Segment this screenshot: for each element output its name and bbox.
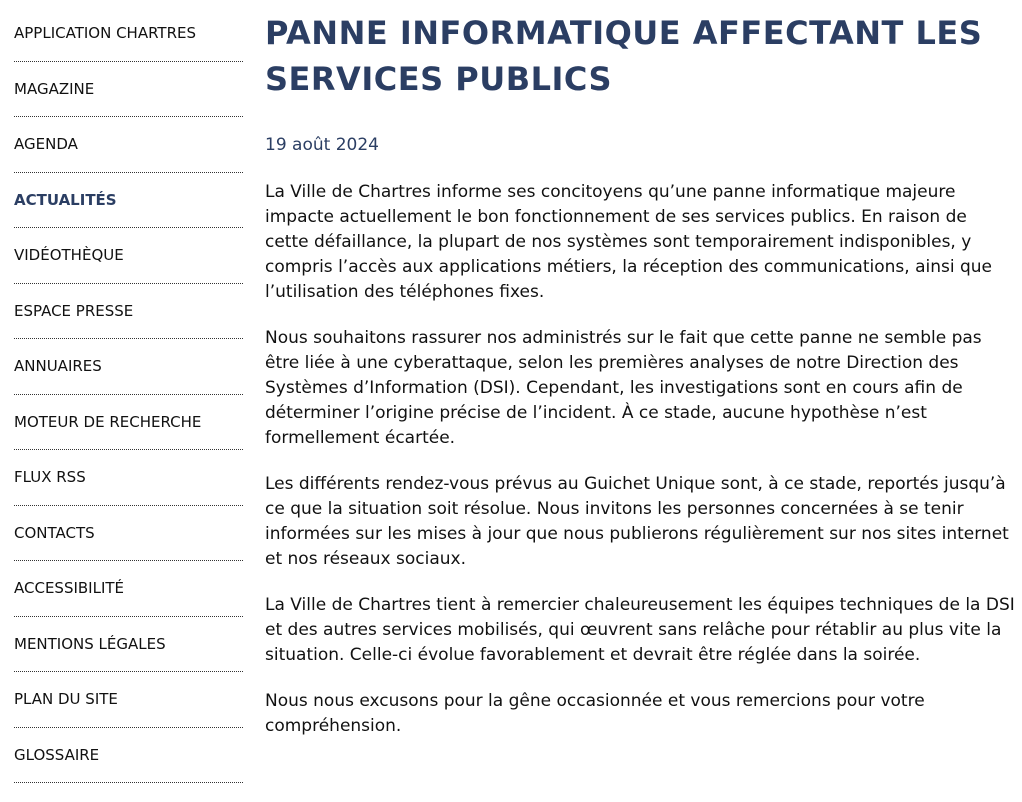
sidebar-item-agenda[interactable]: AGENDA [14,117,243,173]
article-paragraph: Nous nous excusons pour la gêne occasionnée et vous remercions pour votre compréhension. [265,691,925,736]
page-title: PANNE INFORMATIQUE AFFECTANT LES SERVICES PUBLICS [265,14,983,98]
sidebar-item-actualites[interactable]: ACTUALITÉS [14,173,243,229]
sidebar-item-glossaire[interactable]: GLOSSAIRE [14,728,243,784]
sidebar-item-accessibilite[interactable]: ACCESSIBILITÉ [14,561,243,617]
sidebar-item-application-chartres[interactable]: APPLICATION CHARTRES [14,6,243,62]
sidebar-item-videotheque[interactable]: VIDÉOTHÈQUE [14,228,243,284]
sidebar-item-contacts[interactable]: CONTACTS [14,506,243,562]
sidebar-menu [14,6,243,783]
article-paragraph: Nous souhaitons rassurer nos administrés sur le fait que cette panne ne semble pas être liée à une cyberattaque, selon les premières analyses de notre Direction des Systèmes d’Information (DSI). Cependant, les investigations sont en cours afin de déterminer l’origine précise de l’incident. À ce stade, aucune hypothèse n’est formellement écartée. [265,328,982,448]
sidebar-item-mentions-legales[interactable]: MENTIONS LÉGALES [14,617,243,673]
article-paragraph: La Ville de Chartres tient à remercier chaleureusement les équipes techniques de la DSI et des autres services mobilisés, qui œuvrent sans relâche pour rétablir au plus vite la situation. Celle-ci évolue favorablement et devrait être réglée dans la soirée. [265,595,1015,665]
article [265,10,1015,736]
sidebar-item-annuaires[interactable]: ANNUAIRES [14,339,243,395]
sidebar-item-magazine[interactable]: MAGAZINE [14,62,243,118]
article-paragraph: La Ville de Chartres informe ses concitoyens qu’une panne informatique majeure impacte actuellement le bon fonctionnement de ses services publics. En raison de cette défaillance, la plupart de nos systèmes sont temporairement indisponibles, y compris l’accès aux applications métiers, la réception des communications, ainsi que l’utilisation des téléphones fixes. [265,182,992,302]
sidebar-item-espace-presse[interactable]: ESPACE PRESSE [14,284,243,340]
article-paragraph: Les différents rendez-vous prévus au Guichet Unique sont, à ce stade, reportés jusqu’à ce que la situation soit résolue. Nous invitons les personnes concernées à se tenir informées sur les mises à jour que nous publierons régulièrement sur nos sites internet et nos réseaux sociaux. [265,474,1009,569]
sidebar-item-moteur-de-recherche[interactable]: MOTEUR DE RECHERCHE [14,395,243,451]
article-body [265,180,1015,760]
article-date: 19 août 2024 [265,135,379,155]
sidebar-item-flux-rss[interactable]: FLUX RSS [14,450,243,506]
sidebar-item-plan-du-site[interactable]: PLAN DU SITE [14,672,243,728]
sidebar-nav [14,6,243,783]
